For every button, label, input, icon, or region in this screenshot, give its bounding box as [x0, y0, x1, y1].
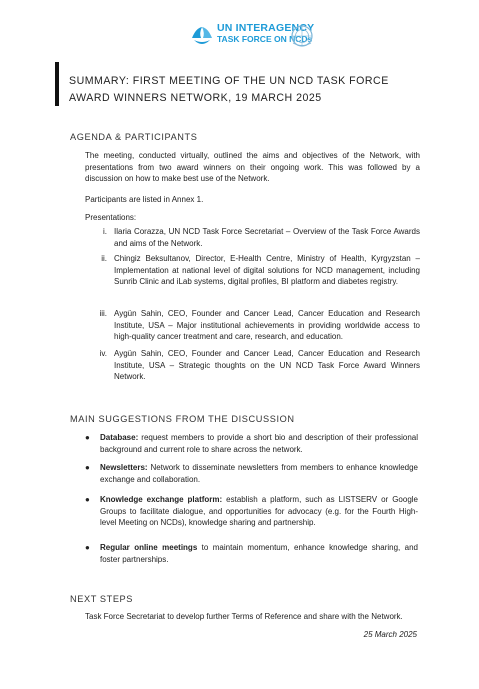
bullet-icon: ● — [85, 433, 90, 442]
list-item-body: request members to provide a short bio and description of their professional background and current role to share across the network. — [100, 433, 418, 454]
list-item-number: ii. — [101, 254, 107, 263]
suggestions-heading: MAIN SUGGESTIONS FROM THE DISCUSSION — [70, 414, 295, 424]
participants-note: Participants are listed in Annex 1. — [85, 195, 204, 204]
bullet-icon: ● — [85, 495, 90, 504]
list-item-text — [100, 494, 418, 529]
list-item-text: Chingiz Beksultanov, Director, E-Health Centre, Ministry of Health, Kyrgyzstan – Implementation at national level of digital solutions for NCD management, including Sunrib Clinic and iLab systems, digital profiles, BI platform and diabetes registry. — [114, 254, 420, 287]
list-item-lead: Regular online meetings — [100, 543, 198, 552]
agenda-heading: AGENDA & PARTICIPANTS — [70, 132, 198, 142]
logo-line2: TASK FORCE ON NCDs — [217, 34, 313, 44]
list-item-number: iv. — [99, 349, 107, 358]
list-item-body: establish a platform, such as LISTSERV or Google Groups to facilitate dialogue, and opportunities for advocacy (e.g. for the Fourth High-level Meeting on NCDs), knowledge sharing and partnership. — [100, 495, 418, 528]
next-steps-text: Task Force Secretariat to develop further Terms of Reference and share with the Network. — [85, 612, 403, 621]
agenda-intro: The meeting, conducted virtually, outlined the aims and objectives of the Network, with presentations from two award winners on their ongoing work. This was followed by a discussion on how to make best use of the Network. — [85, 151, 420, 184]
list-item-text — [100, 542, 418, 565]
list-item-lead: Newsletters: — [100, 463, 148, 472]
task-force-logo-icon — [190, 24, 214, 50]
list-item-body: to maintain momentum, enhance knowledge sharing, and foster partnerships. — [100, 543, 419, 564]
list-item-text: Aygün Sahin, CEO, Founder and Cancer Lead, Cancer Education and Research Institute, USA – Major institutional achievements in providing worldwide access to high-quality cancer treatment and care, research, and education. — [114, 309, 420, 342]
bullet-icon: ● — [85, 463, 90, 472]
title-accent-bar — [55, 62, 59, 106]
list-item-number: i. — [103, 227, 107, 236]
title-block — [55, 62, 427, 116]
list-item-lead: Database: — [100, 433, 139, 442]
list-item-number: iii. — [99, 309, 107, 318]
list-item-text — [100, 432, 418, 455]
list-item-text — [100, 462, 418, 485]
list-item-text: Aygün Sahin, CEO, Founder and Cancer Lead, Cancer Education and Research Institute, USA – Strategic thoughts on the UN NCD Task Force Award Winners Network. — [114, 349, 420, 382]
presentations-label: Presentations: — [85, 213, 137, 222]
next-steps-heading: NEXT STEPS — [70, 594, 134, 604]
un-emblem-icon — [290, 24, 314, 48]
page-header — [0, 18, 479, 58]
bullet-icon: ● — [85, 543, 90, 552]
list-item-lead: Knowledge exchange platform: — [100, 495, 223, 504]
logo-line1: UN INTERAGENCY — [217, 22, 315, 34]
document-date: 25 March 2025 — [363, 630, 417, 639]
page-title: SUMMARY: FIRST MEETING OF THE UN NCD TASK FORCE AWARD WINNERS NETWORK, 19 MARCH 2025 — [69, 75, 389, 104]
list-item-text: Ilaria Corazza, UN NCD Task Force Secretariat – Overview of the Task Force Awards and aims of the Network. — [114, 227, 420, 248]
list-item-body: Network to disseminate newsletters from members to enhance knowledge exchange and collaboration. — [100, 463, 418, 484]
